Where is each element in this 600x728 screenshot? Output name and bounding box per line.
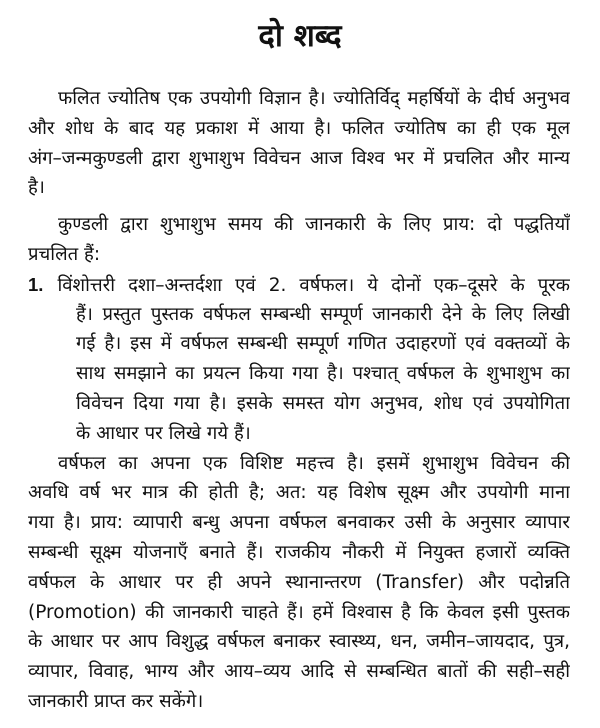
text-line <box>28 114 570 144</box>
line-text: वर्षफल का अपना एक विशिष्ट महत्त्व है। इसमें शुभाशुभ विवेचन की <box>58 452 570 474</box>
text-line <box>28 240 570 270</box>
text-line <box>28 389 570 419</box>
document-body <box>28 84 570 717</box>
text-line <box>28 144 570 174</box>
line-text: फलित ज्योतिष एक उपयोगी विज्ञान है। ज्योतिर्विद् महर्षियों के दीर्घ अनुभव <box>58 88 570 109</box>
paragraph <box>28 84 570 203</box>
line-text: साथ समझाने का प्रयत्न किया गया है। पश्चात् वर्षफल के शुभाशुभ का <box>76 363 570 385</box>
paragraph-gap <box>28 203 570 210</box>
paragraph <box>28 449 570 717</box>
page-title: दो शब्द <box>258 18 342 54</box>
text-line <box>28 508 570 538</box>
line-text: अवधि वर्ष भर मात्र की होती है; अत: यह विशेष सूक्ष्म और उपयोगी माना <box>28 482 570 504</box>
text-line <box>28 419 570 449</box>
text-line <box>28 300 570 330</box>
line-text: विंशोत्तरी दशा–अन्तर्दशा एवं 2. वर्षफल। ये दोनों एक–दूसरे के पूरक <box>57 274 570 296</box>
line-text: व्यापार, विवाह, भाग्य और आय–व्यय आदि से सम्बन्धित बातों की सही–सही <box>28 661 570 683</box>
line-text: प्रचलित हैं: <box>28 243 101 265</box>
line-text: है। <box>28 177 45 199</box>
line-text: गया है। प्राय: व्यापारी बन्धु अपना वर्षफल बनवाकर उसी के अनुसार व्यापार <box>28 512 570 534</box>
text-line <box>28 329 570 359</box>
numbered-list-item <box>28 270 570 449</box>
text-line <box>28 687 570 717</box>
text-line <box>28 538 570 568</box>
text-line <box>28 359 570 389</box>
list-number: 1. <box>28 273 44 295</box>
line-text: कुण्डली द्वारा शुभाशुभ समय की जानकारी के लिए प्राय: दो पद्धतियाँ <box>58 214 570 236</box>
text-line <box>28 598 570 628</box>
line-text: सम्बन्धी सूक्ष्म योजनाएँ बनाते हैं। राजकीय नौकरी में नियुक्त हजारों व्यक्ति <box>28 541 570 563</box>
text-line <box>28 657 570 687</box>
line-text: (Promotion) की जानकारी चाहते हैं। हमें विश्वास है कि केवल इसी पुस्तक <box>28 601 570 623</box>
line-text: के आधार पर आप विशुद्ध वर्षफल बनाकर स्वास्थ्य, धन, जमीन–जायदाद, पुत्र, <box>28 631 570 653</box>
paragraph <box>28 210 570 270</box>
line-text: विवेचन दिया गया है। इसके समस्त योग अनुभव, शोध एवं उपयोगिता <box>76 392 570 414</box>
text-line <box>28 173 570 203</box>
line-text: अंग–जन्मकुण्डली द्वारा शुभाशुभ विवेचन आज विश्व भर में प्रचलित और मान्य <box>28 147 570 169</box>
text-line <box>28 270 570 300</box>
line-text: जानकारी प्राप्त कर सकेंगे। <box>28 690 204 712</box>
text-line <box>28 478 570 508</box>
line-text: और शोध के बाद यह प्रकाश में आया है। फलित ज्योतिष का ही एक मूल <box>28 117 570 139</box>
text-line <box>28 449 570 479</box>
line-text: हैं। प्रस्तुत पुस्तक वर्षफल सम्बन्धी सम्पूर्ण जानकारी देने के लिए लिखी <box>76 303 570 325</box>
text-line <box>28 84 570 114</box>
line-text: वर्षफल के आधार पर ही अपने स्थानान्तरण (Transfer) और पदोन्नति <box>28 571 570 593</box>
text-line <box>28 210 570 240</box>
text-line <box>28 568 570 598</box>
line-text: के आधार पर लिखे गये हैं। <box>76 422 251 444</box>
text-line <box>28 627 570 657</box>
line-text: गई है। इस में वर्षफल सम्बन्धी सम्पूर्ण गणित उदाहरणों एवं वक्तव्यों के <box>76 333 570 355</box>
